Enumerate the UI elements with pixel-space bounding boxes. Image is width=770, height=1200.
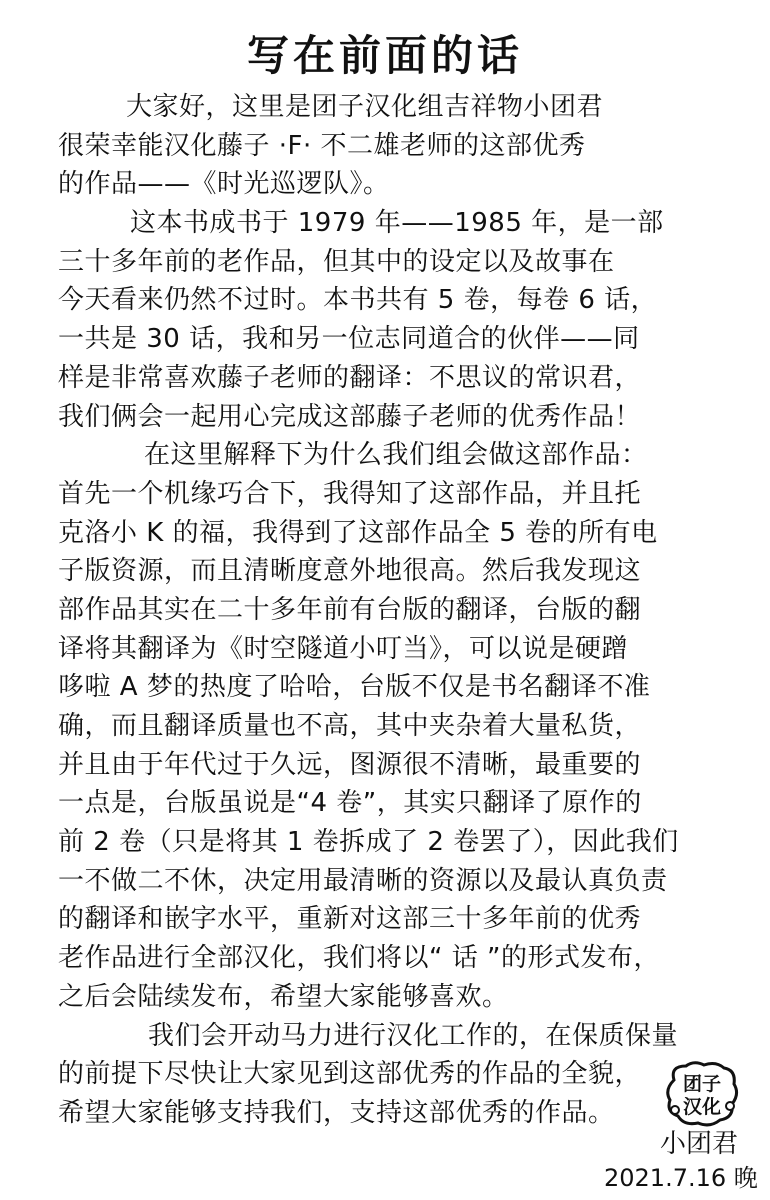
- page-title: 写在前面的话: [246, 31, 523, 80]
- seal-text-top: 团子: [682, 1073, 722, 1095]
- text-line: 确，而且翻译质量也不高，其中夹杂着大量私货，: [58, 711, 642, 741]
- text-line: 哆啦 A 梦的热度了哈哈，台版不仅是书名翻译不准: [58, 672, 651, 703]
- text-line: 并且由于年代过于久远，图源很不清晰，最重要的: [58, 749, 642, 780]
- text-line: 一点是，台版虽说是“4 卷”，其实只翻译了原作的: [58, 788, 642, 819]
- text-line: 我们俩会一起用心完成这部藤子老师的优秀作品！: [58, 401, 642, 432]
- signature-date: 2021.7.16 晚: [604, 1164, 758, 1192]
- text-line: 的前提下尽快让大家见到这部优秀的作品的全貌，: [58, 1059, 642, 1090]
- signature: 小团君: [660, 1129, 739, 1159]
- group-seal-logo: [664, 1060, 740, 1128]
- text-line: 在这里解释下为什么我们组会做这部作品：: [144, 440, 648, 471]
- seal-text-bottom: 汉化: [682, 1096, 722, 1118]
- text-line: 今天看来仍然不过时。本书共有 5 卷，每卷 6 话，: [58, 285, 658, 316]
- text-line: 克洛小 K 的福，我得到了这部作品全 5 卷的所有电: [58, 517, 658, 548]
- text-line: 的作品——《时光巡逻队》。: [58, 169, 390, 200]
- text-line: 老作品进行全部汉化，我们将以“ 话 ”的形式发布，: [58, 943, 660, 974]
- text-line: 一不做二不休，决定用最清晰的资源以及最认真负责: [58, 865, 668, 896]
- text-line: 首先一个机缘巧合下，我得知了这部作品，并且托: [58, 478, 642, 509]
- text-line: 子版资源，而且清晰度意外地很高。然后我发现这: [58, 556, 642, 587]
- seal-ear-shape: [726, 1102, 734, 1110]
- text-line: 之后会陆续发布，希望大家能够喜欢。: [58, 981, 509, 1012]
- text-line: 三十多年前的老作品，但其中的设定以及故事在: [58, 246, 615, 277]
- text-line: 译将其翻译为《时空隧道小叮当》，可以说是硬蹭: [58, 633, 629, 664]
- preface-body: [58, 88, 758, 1133]
- seal-ear-shape: [671, 1106, 679, 1114]
- text-line: 大家好，这里是团子汉化组吉祥物小团君: [126, 92, 604, 122]
- text-line: 前 2 卷（只是将其 1 卷拆成了 2 卷罢了），因此我们: [58, 827, 679, 858]
- text-line: 希望大家能够支持我们，支持这部优秀的作品。: [58, 1097, 615, 1128]
- text-line: 我们会开动马力进行汉化工作的，在保质保量: [148, 1020, 679, 1051]
- text-line: 的翻译和嵌字水平，重新对这部三十多年前的优秀: [58, 904, 642, 935]
- text-line: 很荣幸能汉化藤子 ·F· 不二雄老师的这部优秀: [58, 130, 586, 161]
- text-line: 一共是 30 话，我和另一位志同道合的伙伴——同: [58, 324, 640, 355]
- text-line: 部作品其实在二十多年前有台版的翻译，台版的翻: [58, 594, 642, 625]
- text-line: 样是非常喜欢藤子老师的翻译：不思议的常识君，: [58, 362, 642, 393]
- text-line: 这本书成书于 1979 年——1985 年，是一部: [130, 208, 664, 239]
